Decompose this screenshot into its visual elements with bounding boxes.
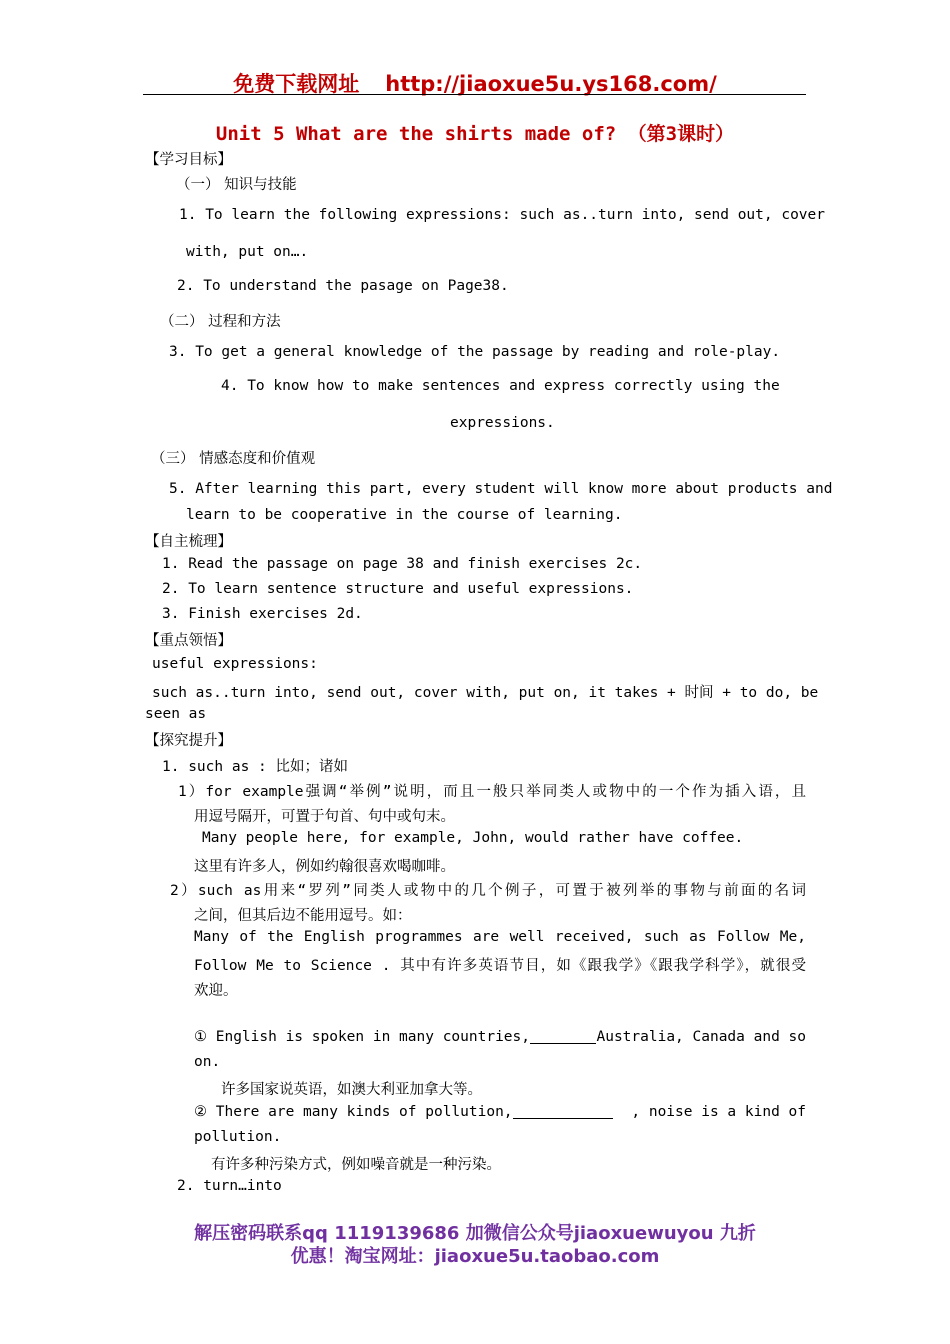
explore-p1-line-1: 1）for example强调“举例”说明，而且一般只举同类人或物中的一个作为插入语，且 (178, 784, 806, 800)
key-points-line-1: useful expressions: (152, 656, 318, 672)
goal-item-2: 2. To understand the pasage on Page38. (177, 278, 509, 294)
exercise-1-blank[interactable] (530, 1029, 596, 1044)
explore-p2-line-1: 2）such as用来“罗列”同类人或物中的几个例子，可置于被列举的事物与前面的名词 (170, 883, 806, 899)
key-points-heading: 【重点领悟】 (145, 633, 232, 649)
goals-sub-attitude: （三） 情感态度和价值观 (151, 451, 316, 467)
exercise-1-line-2: on. (194, 1054, 221, 1070)
goal-item-5-line-2: learn to be cooperative in the course of learning. (186, 507, 623, 523)
header-divider (143, 94, 806, 95)
exercise-2-blank[interactable] (513, 1104, 613, 1119)
explore-p2-example-line-3: 欢迎。 (194, 983, 238, 999)
goal-item-1-line-2: with, put on…. (186, 244, 309, 260)
goal-item-1-line-1: 1. To learn the following expressions: such as..turn into, send out, cover (179, 207, 826, 223)
header-url-link[interactable]: http://jiaoxue5u.ys168.com/ (385, 72, 717, 96)
goal-item-4-line-2: expressions. (450, 415, 555, 431)
exercise-2-text-b: , noise is a kind of (631, 1104, 806, 1120)
exercise-1-line-1 (194, 1029, 806, 1045)
self-study-item: 3. Finish exercises 2d. (162, 606, 363, 622)
explore-p1-translation: 这里有许多人，例如约翰很喜欢喝咖啡。 (194, 859, 455, 875)
footer-line-2: 优惠！淘宝网址：jiaoxue5u.taobao.com (290, 1246, 660, 1267)
goals-heading: 【学习目标】 (145, 152, 232, 168)
key-points-line-2: such as..turn into, send out, cover with, put on, it takes + 时间 + to do, be (152, 685, 819, 701)
footer-line-1: 解压密码联系qq 1119139686 加微信公众号jiaoxuewuyou 九折 (194, 1223, 756, 1244)
explore-point-1: 1. such as : 比如；诸如 (162, 759, 348, 775)
explore-heading: 【探究提升】 (145, 733, 232, 749)
goals-sub-process: （二） 过程和方法 (160, 314, 281, 330)
self-study-item: 1. Read the passage on page 38 and finish exercises 2c. (162, 556, 643, 572)
self-study-heading: 【自主梳理】 (145, 534, 232, 550)
goal-item-4-line-1: 4. To know how to make sentences and express correctly using the (221, 378, 780, 394)
explore-p2-example-line-2: Follow Me to Science . 其中有许多英语节目，如《跟我学》《跟我学科学》，就很受 (194, 958, 806, 974)
explore-p1-example: Many people here, for example, John, would rather have coffee. (202, 830, 744, 846)
exercise-2-translation: 有许多种污染方式，例如噪音就是一种污染。 (211, 1157, 501, 1173)
exercise-1-translation: 许多国家说英语，如澳大利亚加拿大等。 (221, 1082, 482, 1098)
exercise-1-text-b-wrap (596, 1029, 806, 1045)
self-study-item: 2. To learn sentence structure and useful expressions. (162, 581, 634, 597)
key-points-line-3: seen as (145, 706, 207, 722)
exercise-2-text-a: ② There are many kinds of pollution, (194, 1104, 513, 1120)
page-title: Unit 5 What are the shirts made of? （第3课时） (215, 123, 735, 145)
explore-p2-line-2: 之间，但其后边不能用逗号。如： (194, 908, 412, 924)
explore-p2-example-line-1: Many of the English programmes are well received, such as Follow Me, (194, 929, 806, 945)
header-label: 免费下载网址 (233, 72, 360, 96)
exercise-1-text-a: ① English is spoken in many countries, (194, 1029, 530, 1045)
exercise-1-text-b: Australia, Canada and so (596, 1029, 806, 1045)
exercise-2-line-1 (194, 1104, 806, 1120)
explore-p1-line-2: 用逗号隔开，可置于句首、句中或句末。 (194, 809, 455, 825)
goals-sub-knowledge: （一） 知识与技能 (176, 177, 297, 193)
goal-item-5-line-1: 5. After learning this part, every student will know more about products and (169, 481, 833, 497)
goal-item-3: 3. To get a general knowledge of the passage by reading and role-play. (169, 344, 781, 360)
explore-point-2: 2. turn…into (177, 1178, 282, 1194)
exercise-2-line-2: pollution. (194, 1129, 282, 1145)
